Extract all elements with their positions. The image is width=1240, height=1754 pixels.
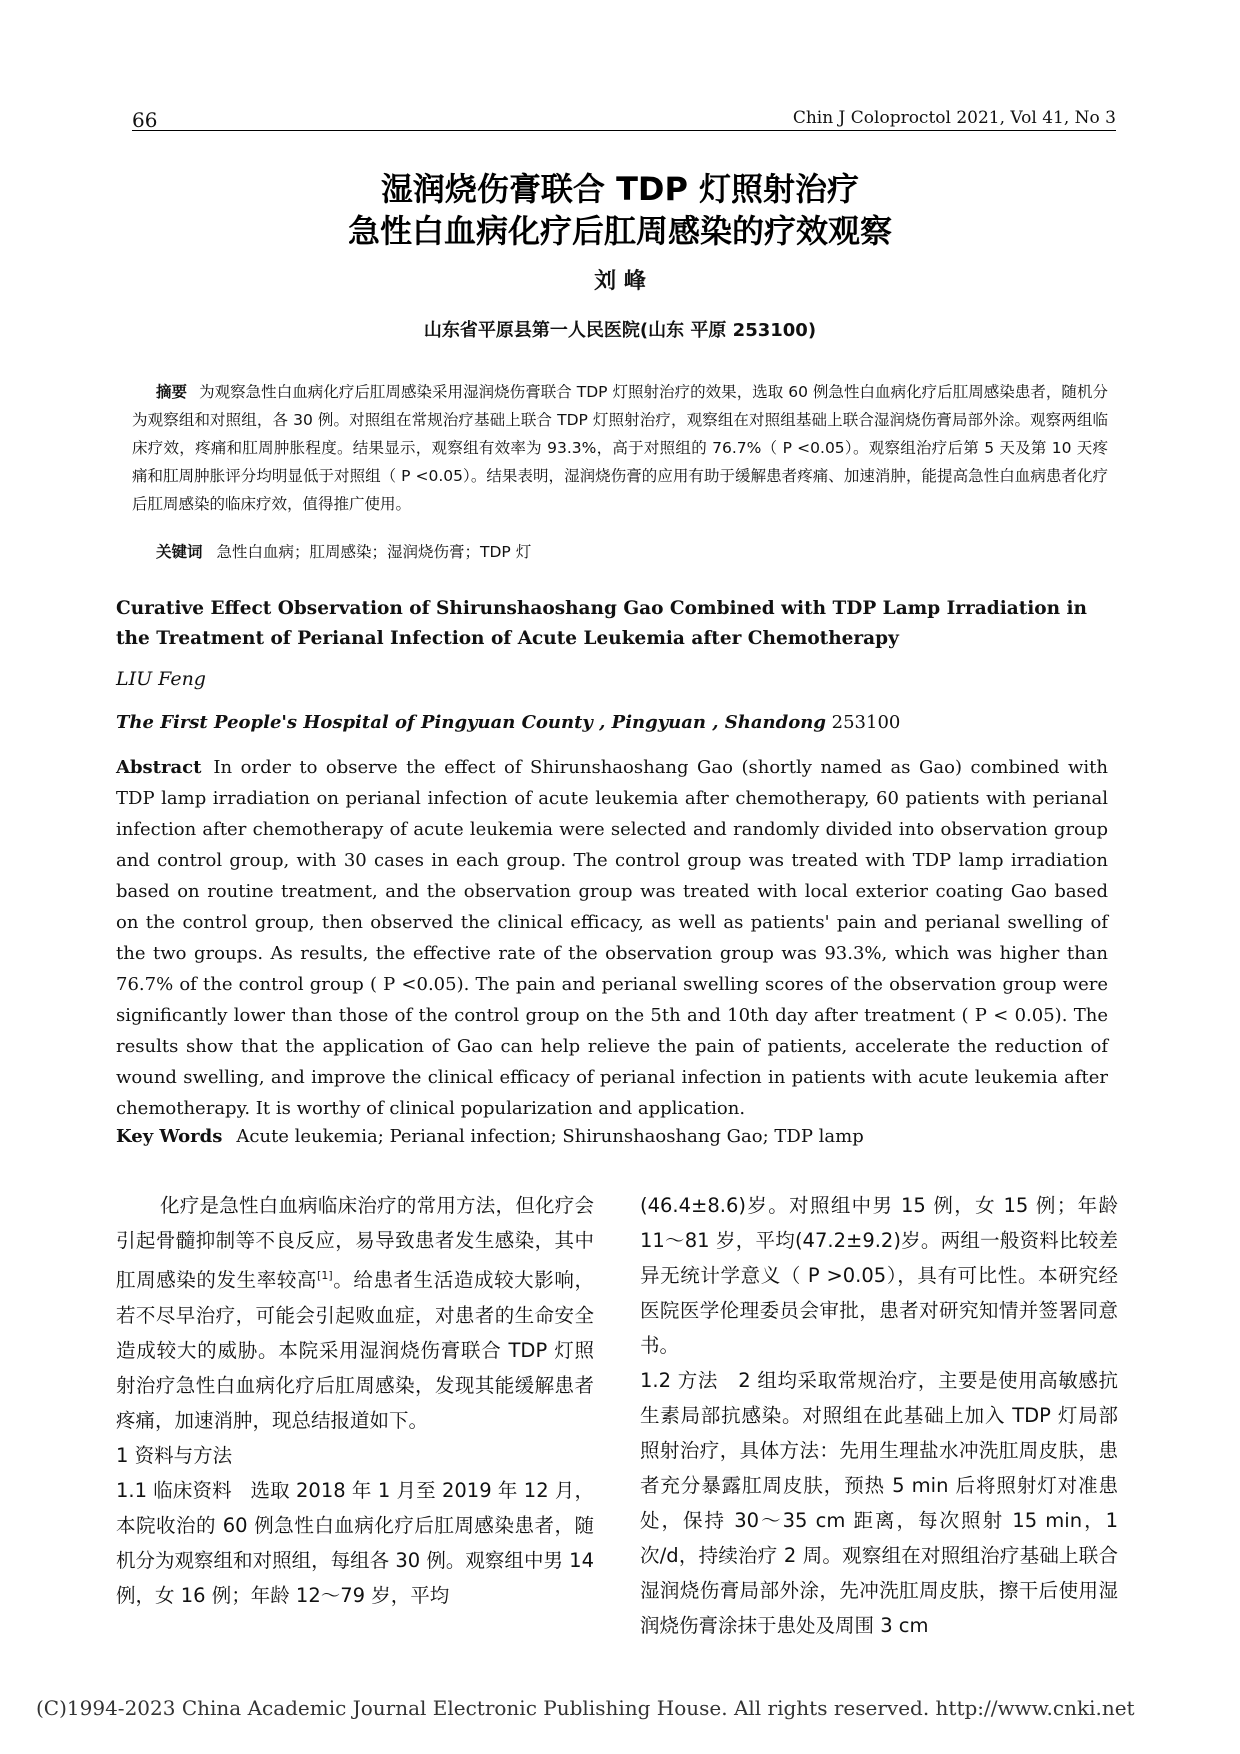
intro-text-b: 。给患者生活造成较大影响，若不尽早治疗，可能会引起败血症，对患者的生命安全造成较大的威胁。本院采用湿润烧伤膏联合 TDP 灯照射治疗急性白血病化疗后肛周感染，发现其能缓解患者疼痛，加速消肿，现总结报道如下。: [116, 1268, 594, 1432]
english-keywords-label: Key Words: [116, 1126, 223, 1147]
subsection-1-1-label: 1.1 临床资料: [116, 1478, 232, 1502]
english-keywords-text: Acute leukemia; Perianal infection; Shirunshaoshang Gao; TDP lamp: [236, 1126, 864, 1147]
subsection-1-1: [116, 1473, 594, 1613]
title-line-2: 急性白血病化疗后肛周感染的疗效观察: [347, 212, 892, 250]
author: 刘 峰: [594, 269, 646, 294]
chinese-abstract: [132, 378, 1108, 518]
english-abstract-label: Abstract: [116, 757, 202, 778]
journal-header: Chin J Coloproctol 2021, Vol 41, No 3: [792, 108, 1116, 128]
english-affiliation-name: The First People's Hospital of Pingyuan County , Pingyuan , Shandong: [116, 712, 826, 733]
affiliation: 山东省平原县第一人民医院(山东 平原 253100): [423, 320, 817, 341]
subsection-1-1-text: 选取 2018 年 1 月至 2019 年 12 月，本院收治的 60 例急性白血病化疗后肛周感染患者，随机分为观察组和对照组，每组各 30 例。观察组中男 14 例，女 16 例；年龄 12～79 岁，平均: [116, 1478, 594, 1607]
header-rule: [132, 130, 1116, 131]
subsection-1-2-text: 2 组均采取常规治疗，主要是使用高敏感抗生素局部抗感染。对照组在此基础上加入 TDP 灯局部照射治疗，具体方法：先用生理盐水冲洗肛周皮肤，患者充分暴露肛周皮肤，预热 5 min 后将照射灯对准患处，保持 30～35 cm 距离，每次照射 15 min，1 次/d，持续治疗 2 周。观察组在对照组治疗基础上联合湿润烧伤膏局部外涂，先冲洗肛周皮肤，擦干后使用湿润烧伤膏涂抹于患处及周围 3 cm: [640, 1369, 1118, 1637]
body-column-left: [116, 1188, 594, 1613]
title-line-1: 湿润烧伤膏联合 TDP 灯照射治疗: [380, 170, 860, 208]
chinese-abstract-label: 摘要: [156, 383, 188, 401]
citation-ref: [1]: [317, 1269, 333, 1282]
english-keywords: [116, 1126, 864, 1147]
english-author: LIU Feng: [116, 668, 206, 690]
subsection-1-2-label: 1.2 方法: [640, 1369, 718, 1392]
page-number: 66: [132, 108, 158, 132]
english-affiliation-code: 253100: [831, 712, 901, 733]
chinese-abstract-text: 为观察急性白血病化疗后肛周感染采用湿润烧伤膏联合 TDP 灯照射治疗的效果，选取 60 例急性白血病化疗后肛周感染患者，随机分为观察组和对照组，各 30 例。对照组在常规治疗基础上联合 TDP 灯照射治疗，观察组在对照组基础上联合湿润烧伤膏局部外涂。观察两组临床疗效，疼痛和肛周肿胀程度。结果显示，观察组有效率为 93.3%，高于对照组的 76.7%（ P <0.05）。观察组治疗后第 5 天及第 10 天疼痛和肛周肿胀评分均明显低于对照组（ P <0.05）。结果表明，湿润烧伤膏的应用有助于缓解患者疼痛、加速消肿，能提高急性白血病患者化疗后肛周感染的临床疗效，值得推广使用。: [132, 383, 1108, 513]
chinese-keywords: [156, 540, 531, 562]
english-abstract: [116, 752, 1108, 1124]
subsection-1-2: [640, 1363, 1118, 1643]
chinese-keywords-text: 急性白血病；肛周感染；湿润烧伤膏；TDP 灯: [216, 543, 532, 561]
english-abstract-text: In order to observe the effect of Shirunshaoshang Gao (shortly named as Gao) combined with TDP lamp irradiation on perianal infection of acute leukemia after chemotherapy, 60 patients with perianal infection after chemotherapy of acute leukemia were selected and randomly divided into observation group and control group, with 30 cases in each group. The control group was treated with TDP lamp irradiation based on routine treatment, and the observation group was treated with local exterior coating Gao based on the control group, then observed the clinical efficacy, as well as patients' pain and perianal swelling of the two groups. As results, the effective rate of the observation group was 93.3%, which was higher than 76.7% of the control group ( P <0.05). The pain and perianal swelling scores of the observation group were significantly lower than those of the control group on the 5th and 10th day after treatment ( P < 0.05). The results show that the application of Gao can help relieve the pain of patients, accelerate the reduction of wound swelling, and improve the clinical efficacy of perianal infection in patients with acute leukemia after chemotherapy. It is worthy of clinical popularization and application.: [116, 757, 1108, 1119]
chinese-keywords-label: 关键词: [156, 543, 203, 561]
english-title: Curative Effect Observation of Shirunshaoshang Gao Combined with TDP Lamp Irradiation in the Treatment of Perianal Infection of Acute Leukemia after Chemotherapy: [116, 598, 1087, 649]
intro-text-a: 化疗是急性白血病临床治疗的常用方法，但化疗会引起骨髓抑制等不良反应，易导致患者发生感染，其中肛周感染的发生率较高: [116, 1194, 594, 1292]
english-affiliation: [116, 712, 900, 733]
body-column-right: [640, 1188, 1118, 1643]
continuation-paragraph: (46.4±8.6)岁。对照组中男 15 例，女 15 例；年龄 11～81 岁，平均(47.2±9.2)岁。两组一般资料比较差异无统计学意义（ P >0.05），具有可比性。本研究经医院医学伦理委员会审批，患者对研究知情并签署同意书。: [640, 1194, 1118, 1357]
copyright-footer: (C)1994-2023 China Academic Journal Electronic Publishing House. All rights reserved. http://www.cnki.net: [36, 1696, 1135, 1720]
intro-paragraph: [116, 1188, 594, 1438]
section-heading-1: 1 资料与方法: [116, 1443, 233, 1467]
